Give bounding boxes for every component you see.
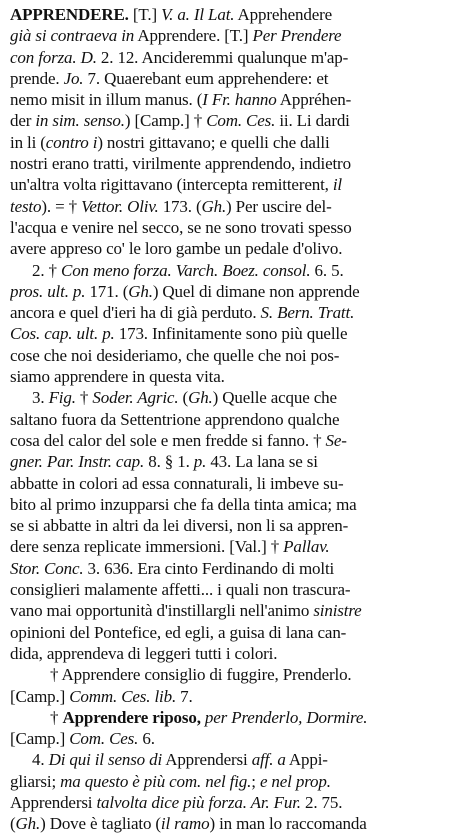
text-segment: [Camp.]	[10, 686, 70, 706]
text-segment: Se-	[325, 430, 347, 450]
text-segment: siamo apprendere in questa vita.	[10, 367, 225, 387]
text-segment: ) Quelle acque che	[212, 388, 337, 408]
text-segment: †	[75, 388, 93, 408]
text-segment: Apprendere. [T.]	[134, 26, 253, 46]
text-line	[10, 345, 465, 366]
text-segment: già si contraeva in	[10, 26, 135, 46]
text-segment: 4.	[32, 750, 49, 770]
text-segment: Fig.	[48, 388, 76, 408]
text-line	[10, 323, 465, 344]
text-line	[10, 792, 465, 813]
text-segment: ii. Li dardi	[275, 111, 350, 131]
text-line	[10, 664, 465, 685]
text-segment: consiglieri malamente affetti... i quali non trascura-	[10, 580, 351, 600]
text-line	[10, 25, 465, 46]
text-line	[10, 536, 465, 557]
text-segment: ) [Camp.] †	[124, 111, 207, 131]
text-segment: 2. †	[32, 260, 62, 280]
text-line	[10, 473, 465, 494]
text-segment: Con meno forza. Varch. Boez. consol.	[61, 260, 311, 280]
text-segment: 2. 12. Ancideremmi qualunque m'ap-	[96, 47, 349, 67]
text-segment: prende.	[10, 68, 64, 88]
text-segment: Apprendere riposo,	[62, 707, 201, 727]
text-segment: l'acqua e venire nel secco, se ne sono trovati spesso	[10, 217, 352, 237]
text-segment: per Prenderlo, Dormire.	[204, 707, 368, 727]
text-segment: ;	[251, 771, 260, 791]
text-segment: il ramo	[160, 814, 210, 834]
text-segment: [T.]	[128, 5, 162, 24]
text-segment: Gh.	[15, 814, 41, 834]
text-line	[10, 558, 465, 579]
text-line	[10, 366, 465, 387]
text-segment: APPRENDERE.	[10, 5, 129, 24]
text-segment: 171. (	[85, 281, 129, 301]
text-line	[10, 47, 465, 68]
text-segment: Cos. cap. ult. p.	[10, 324, 115, 344]
text-line	[10, 281, 465, 302]
text-segment: ) Dove è tagliato (	[40, 814, 161, 834]
text-line	[10, 749, 465, 770]
text-segment: Gh.	[128, 281, 153, 301]
text-segment: nostri erano tratti, virilmente apprendendo, indietro	[10, 154, 351, 174]
text-segment: ) Per uscire del-	[226, 196, 332, 216]
text-segment: 173. Infinitamente sono più quelle	[114, 324, 348, 344]
text-segment: 2. 75.	[300, 792, 343, 812]
text-segment: ) in man lo raccomanda	[209, 814, 367, 834]
text-segment: I Fr. hanno	[202, 90, 277, 110]
text-line	[10, 196, 465, 217]
text-segment: Appréhen-	[276, 90, 352, 110]
text-segment: 6. 5.	[310, 260, 344, 280]
text-segment: opinioni del Pontefice, ed egli, a guisa di lana can-	[10, 622, 347, 642]
text-line	[10, 813, 465, 834]
text-line	[10, 174, 465, 195]
text-line	[10, 622, 465, 643]
text-segment: avere appreso co' le loro gambe un pedale d'olivo.	[10, 239, 343, 259]
text-segment: Jo.	[63, 68, 84, 88]
text-segment: der	[10, 111, 36, 131]
text-segment: aff. a	[251, 750, 286, 770]
text-segment: Com. Ces.	[69, 729, 139, 749]
text-segment: Apprendersi	[10, 792, 97, 812]
text-segment: † Apprendere consiglio di fuggire, Prenderlo.	[50, 665, 352, 685]
text-line	[10, 430, 465, 451]
text-line	[10, 494, 465, 515]
text-segment: ma questo è più com. nel fig.	[60, 771, 252, 791]
text-line	[10, 728, 465, 749]
text-segment: [Camp.]	[10, 729, 70, 749]
text-segment: abbatte in colori ad essa connaturali, li imbeve su-	[10, 473, 344, 493]
text-segment: 173. (	[158, 196, 202, 216]
text-line	[10, 132, 465, 153]
text-segment: Gh.	[188, 388, 213, 408]
text-line	[10, 579, 465, 600]
text-segment: Apprehendere	[234, 5, 333, 24]
text-line	[10, 238, 465, 259]
text-segment: p.	[193, 452, 207, 472]
text-line	[10, 260, 465, 281]
text-segment: in li (	[10, 132, 46, 152]
text-segment: Vettor. Oliv.	[81, 196, 159, 216]
text-line	[10, 68, 465, 89]
text-segment: 3. 636. Era cinto Ferdinando di molti	[83, 558, 335, 578]
text-segment: Appi-	[285, 750, 328, 770]
text-segment: †	[50, 707, 63, 727]
text-segment: vano mai opportunità d'instillargli nell'animo	[10, 601, 314, 621]
text-line	[10, 771, 465, 792]
text-segment: testo	[10, 196, 42, 216]
text-segment: Com. Ces.	[206, 111, 276, 131]
text-segment: Per Prendere	[252, 26, 342, 46]
text-segment: Gh.	[201, 196, 227, 216]
text-segment: 3.	[32, 388, 49, 408]
text-segment: ) nostri gittavano; e quelli che dalli	[97, 132, 330, 152]
text-segment: 43. La lana se si	[206, 452, 318, 472]
text-segment: (	[10, 814, 16, 834]
text-line	[10, 302, 465, 323]
text-segment: Stor. Conc.	[10, 558, 84, 578]
text-segment: 6.	[138, 729, 155, 749]
text-segment: Apprendersi	[162, 750, 252, 770]
text-segment: Soder. Agric.	[92, 388, 179, 408]
text-segment: contro i	[45, 132, 98, 152]
text-line	[10, 217, 465, 238]
text-segment: sinistre	[313, 601, 362, 621]
text-line	[10, 387, 465, 408]
text-segment: bito al primo inzupparsi che fa della tinta amica; ma	[10, 494, 357, 514]
text-line	[10, 153, 465, 174]
text-segment: il	[332, 175, 343, 195]
text-segment: nemo misit in illum manus. (	[10, 90, 203, 110]
text-segment: V. a. Il Lat.	[161, 5, 235, 24]
text-line	[10, 707, 465, 728]
text-line	[10, 4, 465, 25]
text-segment: dere senza replicate immersioni. [Val.] †	[10, 537, 284, 557]
text-segment: ). = †	[41, 196, 82, 216]
text-segment: saltano fuora da Settentrione apprendono qualche	[10, 409, 340, 429]
text-segment: gliarsi;	[10, 771, 61, 791]
text-segment: 7. Quaerebant eum apprehendere: et	[83, 68, 329, 88]
text-segment: ancora e quel d'ieri ha di già perduto.	[10, 303, 261, 323]
text-line	[10, 600, 465, 621]
text-segment: un'altra volta rigittavano (intercepta remitterent,	[10, 175, 333, 195]
text-line	[10, 110, 465, 131]
text-segment: cose che noi desideriamo, che quelle che noi pos-	[10, 345, 340, 365]
text-segment: 7.	[176, 686, 193, 706]
text-line	[10, 451, 465, 472]
text-segment: Pallav.	[283, 537, 330, 557]
text-segment: Di qui il senso di	[48, 750, 163, 770]
text-segment: con forza. D.	[10, 47, 97, 67]
text-segment: in sim. senso.	[35, 111, 125, 131]
text-line	[10, 515, 465, 536]
text-segment: cosa del calor del sole e men fredde si fanno. †	[10, 430, 326, 450]
text-segment: Comm. Ces. lib.	[69, 686, 177, 706]
text-segment: talvolta dice più forza. Ar. Fur.	[96, 792, 301, 812]
text-line	[10, 409, 465, 430]
text-line	[10, 643, 465, 664]
text-segment: ) Quel di dimane non apprende	[152, 281, 360, 301]
text-segment: dida, apprendeva di leggeri tutti i colori.	[10, 643, 278, 663]
text-line	[10, 89, 465, 110]
text-segment: se si abbatte in altri da lei diversi, non li sa appren-	[10, 516, 349, 536]
text-segment: gner. Par. Instr. cap.	[10, 452, 145, 472]
text-line	[10, 686, 465, 707]
text-segment: S. Bern. Tratt.	[260, 303, 355, 323]
text-segment: (	[178, 388, 189, 408]
text-segment: pros. ult. p.	[10, 281, 86, 301]
text-segment: 8. § 1.	[144, 452, 194, 472]
text-segment: e nel prop.	[259, 771, 331, 791]
